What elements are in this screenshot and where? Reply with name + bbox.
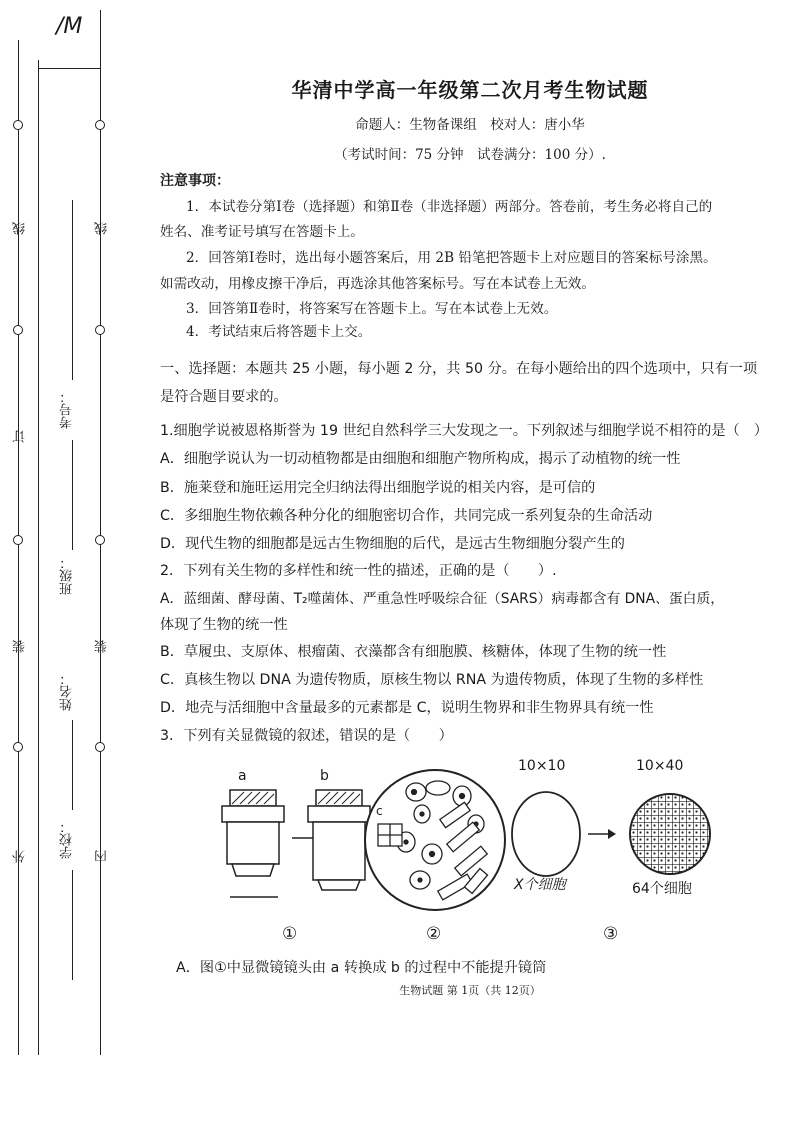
- q1-option-d: D．现代生物的细胞都是远古生物细胞的后代，是远古生物细胞分裂产生的: [160, 536, 625, 552]
- objective-lens-b: [308, 790, 370, 890]
- binding-label-wai: 外: [13, 850, 28, 863]
- kaohao-label: 考号：: [60, 390, 75, 429]
- xuexiao-underline: [72, 870, 73, 980]
- notice-line: 姓名、准考证号填写在答题卡上。: [160, 224, 364, 240]
- q2-option-d: D．地壳与活细胞中含量最多的元素都是 C，说明生物界和非生物界具有统一性: [160, 700, 654, 716]
- xingming-underline: [72, 720, 73, 810]
- notice-heading: 注意事项：: [160, 173, 230, 189]
- binding-label-xian-inner: 线: [95, 222, 110, 235]
- notice-line: 1．本试卷分第Ⅰ卷（选择题）和第Ⅱ卷（非选择题）两部分。答卷前，考生务必将自己的: [186, 199, 713, 215]
- banji-underline: [72, 440, 73, 550]
- binding-hole: [95, 325, 105, 335]
- q1-option-a: A．细胞学说认为一切动植物都是由细胞和细胞产物所构成，揭示了动植物的统一性: [160, 451, 681, 467]
- fig-label-b: b: [320, 768, 329, 784]
- high-power-field: [630, 794, 710, 874]
- binding-top-rule: [38, 68, 100, 69]
- fig-mag-high: 10×40: [636, 758, 684, 774]
- notice-line: 4．考试结束后将答题卡上交。: [186, 324, 372, 340]
- binding-label-zhuang: 装: [13, 640, 28, 653]
- q2-option-a: A．蓝细菌、酵母菌、T₂噬菌体、严重急性呼吸综合征（SARS）病毒都含有 DNA、蛋白质，: [160, 591, 725, 607]
- binding-hole: [95, 120, 105, 130]
- xuexiao-label: 学校：: [60, 820, 75, 859]
- microscope-figure: [210, 752, 730, 952]
- fig-label-c: c: [376, 804, 383, 818]
- kaohao-underline: [72, 200, 73, 380]
- banji-label: 班级：: [60, 556, 75, 595]
- binding-line-middle: [38, 60, 39, 1055]
- fig-number-2: ②: [426, 924, 442, 944]
- binding-hole: [13, 120, 23, 130]
- section-heading: 一、选择题：本题共 25 小题，每小题 2 分，共 50 分。在每小题给出的四个选项中，只有一项: [160, 361, 758, 377]
- exam-title: 华清中学高一年级第二次月考生物试题: [291, 78, 649, 102]
- fig-mag-low: 10×10: [518, 758, 566, 774]
- q3-stem: 3．下列有关显微镜的叙述，错误的是（ ）: [160, 728, 453, 744]
- arrow-low-to-high: [588, 829, 616, 839]
- q3-figure: [210, 752, 730, 952]
- binding-line-inner: [100, 10, 101, 1055]
- xingming-label: 姓名：: [60, 672, 75, 711]
- binding-hole: [13, 535, 23, 545]
- low-power-field: [512, 792, 580, 876]
- notice-line: 2．回答第Ⅰ卷时，选出每小题答案后，用 2B 铅笔把答题卡上对应题目的答案标号涂黑。: [186, 250, 717, 266]
- q3-option-a: A．图①中显微镜镜头由 a 转换成 b 的过程中不能提升镜筒: [176, 960, 547, 976]
- binding-top-mark: /M: [56, 14, 83, 39]
- q2-option-c: C．真核生物以 DNA 为遗传物质，原核生物以 RNA 为遗传物质，体现了生物的多样性: [160, 672, 704, 688]
- binding-hole: [95, 742, 105, 752]
- notice-line: 3．回答第Ⅱ卷时，将答案写在答题卡上。写在本试卷上无效。: [186, 301, 558, 317]
- fig-number-3: ③: [603, 924, 619, 944]
- q1-stem: 1.细胞学说被恩格斯誉为 19 世纪自然科学三大发现之一。下列叙述与细胞学说不相符的是（ ）: [160, 423, 769, 439]
- field-of-view-c: [365, 770, 505, 910]
- binding-hole: [13, 325, 23, 335]
- q2-option-a-cont: 体现了生物的统一性: [160, 617, 288, 633]
- fig-caption-x: X个细胞: [514, 877, 566, 893]
- exam-info: （考试时间：75 分钟 试卷满分：100 分）.: [334, 147, 606, 163]
- page-footer: 生物试题 第 1页（共 12页）: [399, 984, 541, 997]
- q1-option-c: C．多细胞生物依赖各种分化的细胞密切合作，共同完成一系列复杂的生命活动: [160, 508, 653, 524]
- notice-line: 如需改动，用橡皮擦干净后，再选涂其他答案标号。写在本试卷上无效。: [160, 276, 595, 292]
- binding-line-outer: [18, 40, 19, 1055]
- binding-hole: [13, 742, 23, 752]
- binding-label-nei: 内: [95, 850, 110, 863]
- q2-option-b: B．草履虫、支原体、根瘤菌、衣藻都含有细胞膜、核糖体，体现了生物的统一性: [160, 644, 667, 660]
- q2-stem: 2．下列有关生物的多样性和统一性的描述，正确的是（ ）.: [160, 563, 557, 579]
- q1-option-b: B．施莱登和施旺运用完全归纳法得出细胞学说的相关内容，是可信的: [160, 480, 596, 496]
- fig-label-a: a: [238, 768, 247, 784]
- binding-label-xian: 线: [13, 222, 28, 235]
- fig-number-1: ①: [282, 924, 298, 944]
- objective-lens-a: [222, 790, 284, 897]
- binding-hole: [95, 535, 105, 545]
- binding-label-zhuang-inner: 装: [95, 640, 110, 653]
- section-heading-cont: 是符合题目要求的。: [160, 389, 288, 405]
- exam-authors: 命题人：生物备课组 校对人：唐小华: [355, 117, 585, 133]
- fig-caption-64: 64个细胞: [632, 881, 692, 897]
- binding-label-ding: 订: [13, 430, 28, 443]
